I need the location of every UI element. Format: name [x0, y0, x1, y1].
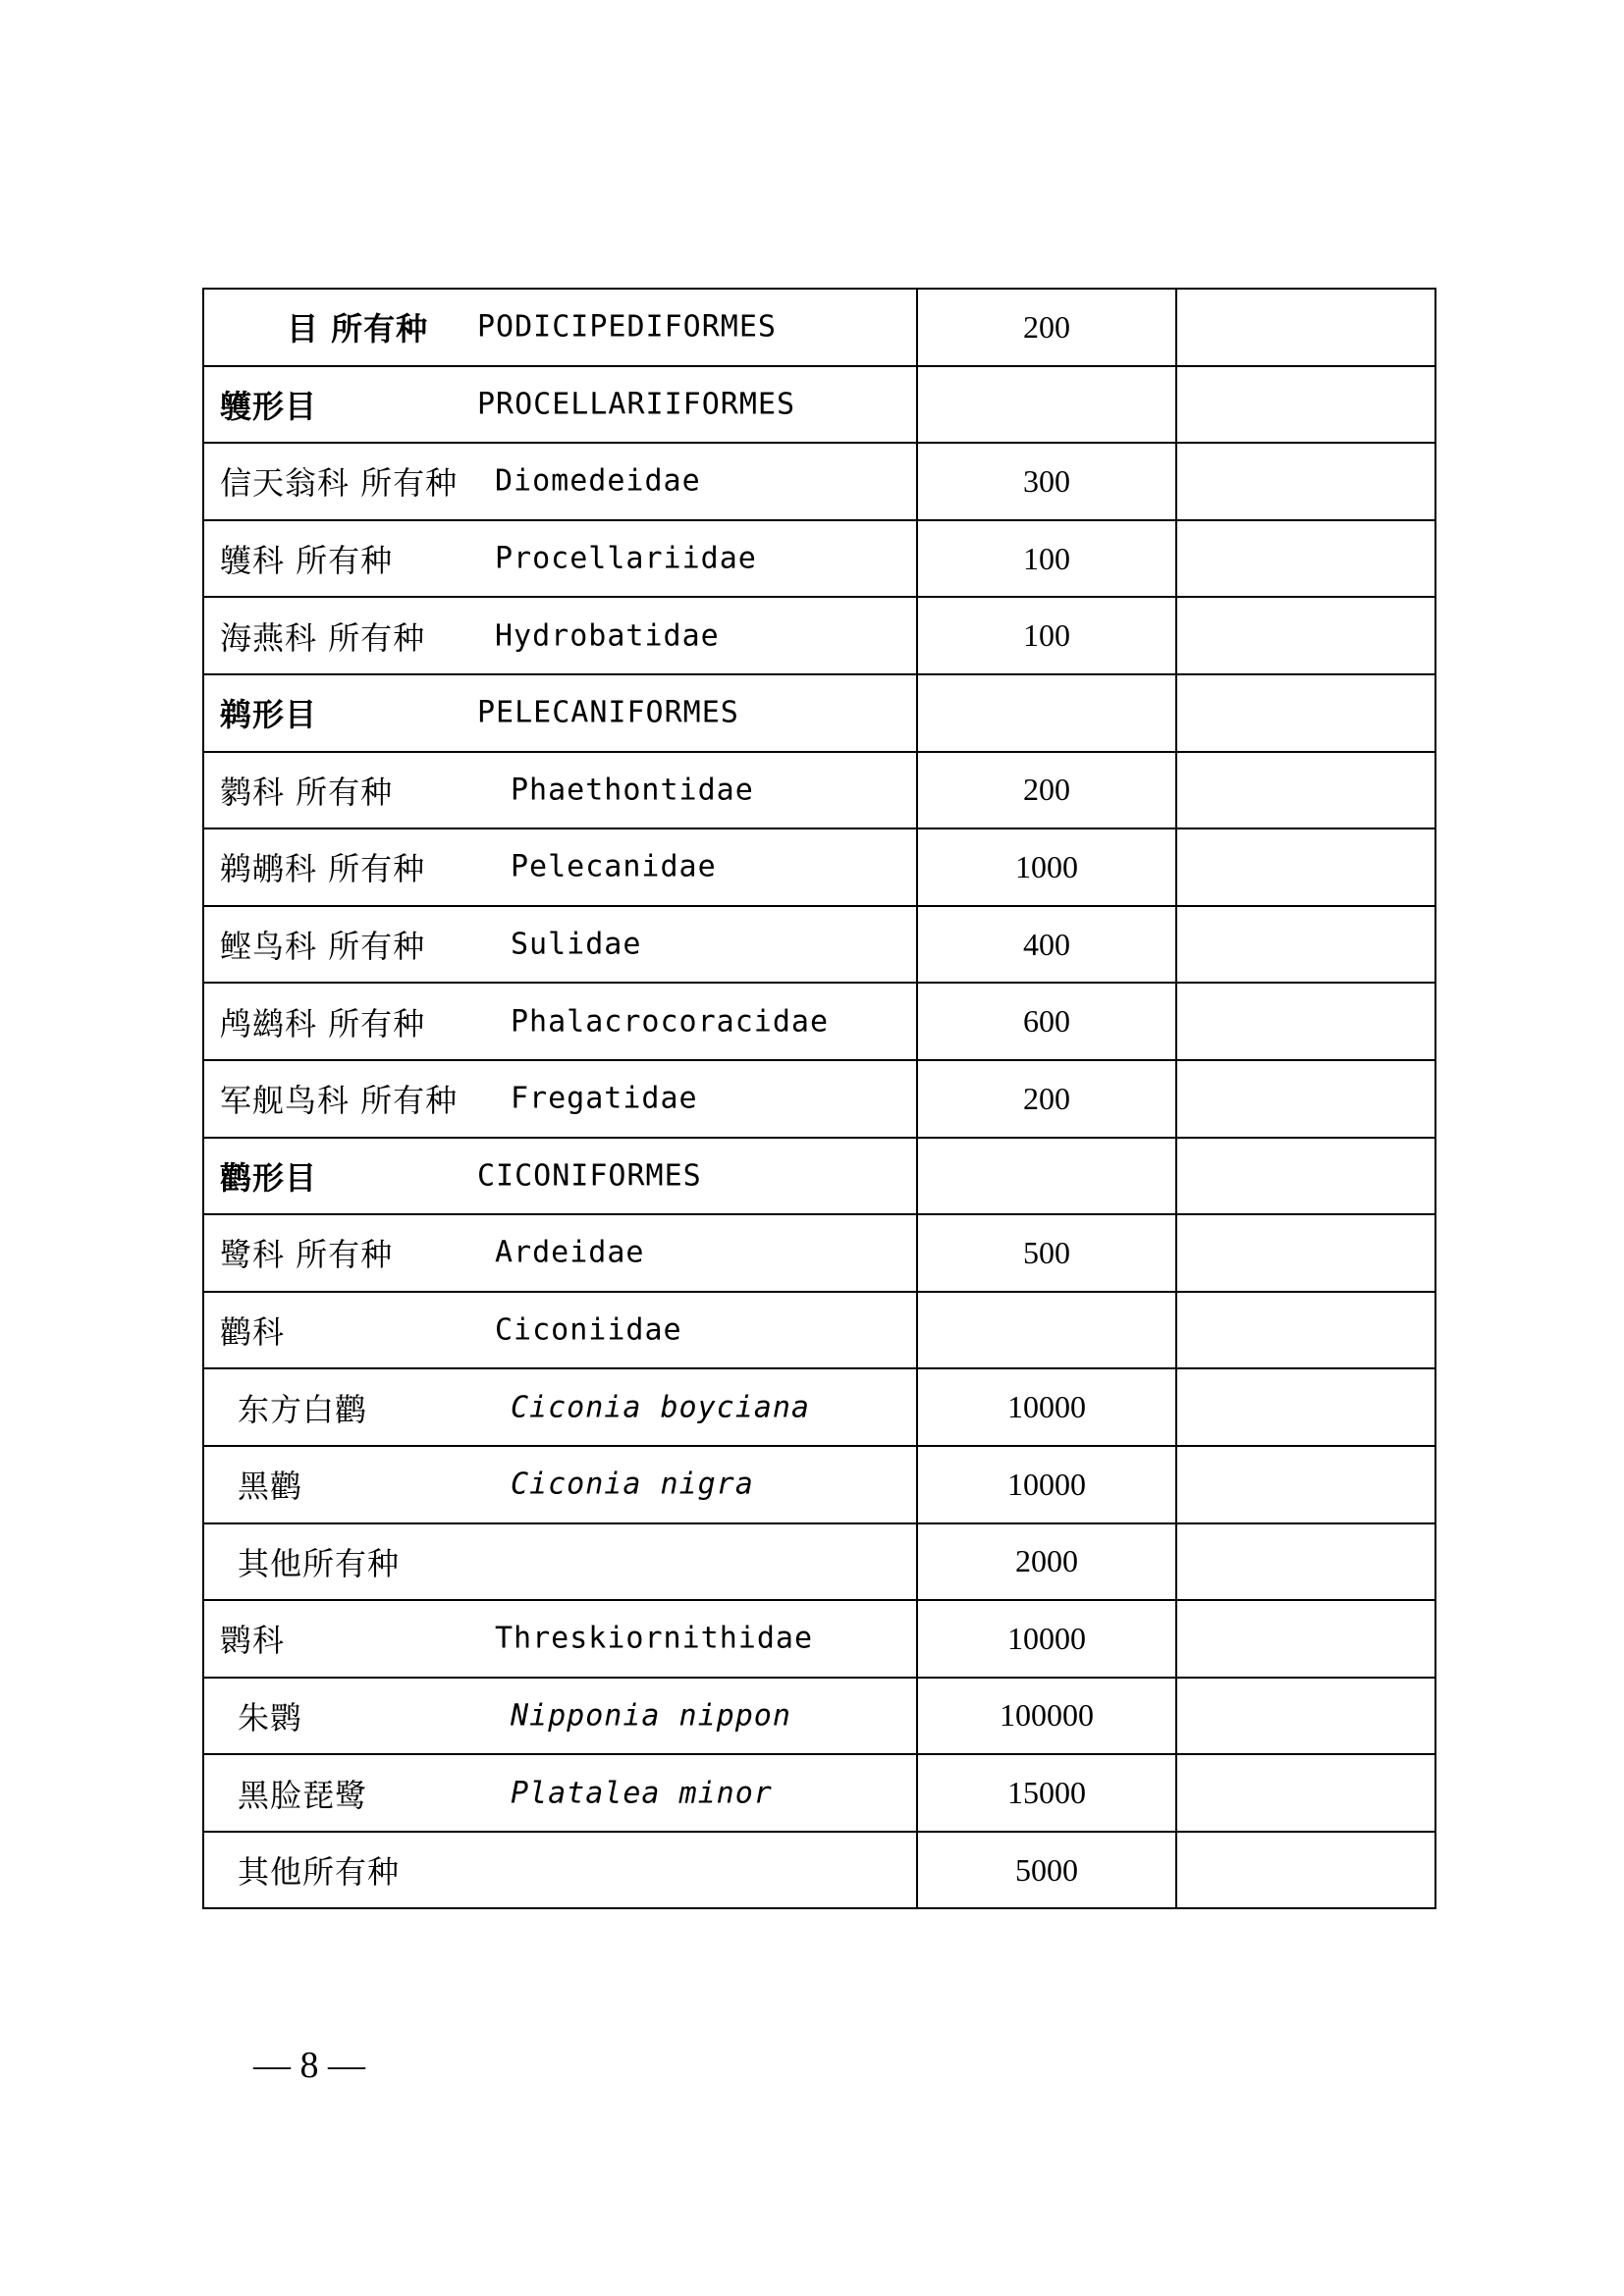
name-cell	[203, 752, 917, 829]
latin-name: Phalacrocoracidae	[511, 1004, 830, 1040]
chinese-name: 鸬鹚科 所有种	[220, 1004, 426, 1042]
name-cell	[203, 1832, 917, 1909]
value-cell: 10000	[917, 1600, 1176, 1678]
table-row	[203, 1832, 1435, 1909]
chinese-name: 目 所有种	[287, 310, 429, 348]
table-row	[203, 983, 1435, 1060]
note-cell	[1176, 1523, 1435, 1601]
latin-name: Pelecanidae	[511, 849, 717, 884]
value-cell	[917, 366, 1176, 444]
value-cell	[917, 674, 1176, 752]
species-value-table	[202, 288, 1436, 1909]
value-cell: 200	[917, 1060, 1176, 1138]
chinese-name: 黑脸琵鹭	[238, 1776, 368, 1814]
note-cell	[1176, 1754, 1435, 1832]
name-cell	[203, 1292, 917, 1369]
value-cell: 100	[917, 520, 1176, 598]
table-row	[203, 1060, 1435, 1138]
value-cell: 200	[917, 752, 1176, 829]
table-row	[203, 1368, 1435, 1446]
chinese-name: 鹈形目	[220, 696, 318, 734]
value-cell	[917, 1292, 1176, 1369]
note-cell	[1176, 520, 1435, 598]
latin-name: CICONIFORMES	[477, 1158, 702, 1194]
table-row	[203, 1600, 1435, 1678]
name-cell	[203, 1600, 917, 1678]
latin-name: PELECANIFORMES	[477, 695, 739, 730]
note-cell	[1176, 828, 1435, 906]
table-body	[203, 289, 1435, 1908]
name-cell	[203, 1678, 917, 1755]
latin-name: Fregatidae	[511, 1081, 698, 1116]
name-cell	[203, 674, 917, 752]
latin-name: Ardeidae	[495, 1235, 645, 1270]
note-cell	[1176, 366, 1435, 444]
value-cell: 10000	[917, 1368, 1176, 1446]
latin-name: Procellariidae	[495, 541, 757, 576]
latin-name: Hydrobatidae	[495, 618, 720, 654]
note-cell	[1176, 1214, 1435, 1292]
table-row	[203, 597, 1435, 674]
table-row	[203, 1138, 1435, 1215]
latin-name: Diomedeidae	[495, 463, 701, 499]
note-cell	[1176, 983, 1435, 1060]
latin-name: Threskiornithidae	[495, 1621, 814, 1656]
value-cell: 500	[917, 1214, 1176, 1292]
value-cell: 5000	[917, 1832, 1176, 1909]
table-row	[203, 906, 1435, 984]
value-cell: 100	[917, 597, 1176, 674]
table-row	[203, 828, 1435, 906]
note-cell	[1176, 1292, 1435, 1369]
chinese-name: 鹲科 所有种	[220, 773, 394, 811]
latin-name: Ciconia boyciana	[511, 1390, 810, 1425]
table-row	[203, 1523, 1435, 1601]
table-row	[203, 443, 1435, 520]
name-cell	[203, 1754, 917, 1832]
value-cell: 1000	[917, 828, 1176, 906]
name-cell	[203, 1523, 917, 1601]
table-row	[203, 289, 1435, 366]
note-cell	[1176, 1600, 1435, 1678]
value-cell	[917, 1138, 1176, 1215]
name-cell	[203, 289, 917, 366]
note-cell	[1176, 1060, 1435, 1138]
latin-name: PODICIPEDIFORMES	[477, 309, 777, 345]
value-cell: 200	[917, 289, 1176, 366]
note-cell	[1176, 289, 1435, 366]
table-row	[203, 674, 1435, 752]
latin-name: Phaethontidae	[511, 773, 754, 808]
latin-name: Platalea minor	[511, 1776, 773, 1811]
page-number: — 8 —	[253, 2045, 365, 2086]
name-cell	[203, 828, 917, 906]
note-cell	[1176, 1832, 1435, 1909]
table-row	[203, 1446, 1435, 1523]
note-cell	[1176, 597, 1435, 674]
table-row	[203, 1678, 1435, 1755]
chinese-name: 其他所有种	[238, 1544, 401, 1582]
chinese-name: 其他所有种	[238, 1853, 401, 1892]
latin-name: Nipponia nippon	[511, 1698, 791, 1734]
latin-name: Sulidae	[511, 927, 642, 962]
name-cell	[203, 597, 917, 674]
name-cell	[203, 366, 917, 444]
chinese-name: 军舰鸟科 所有种	[220, 1082, 459, 1120]
latin-name: PROCELLARIIFORMES	[477, 387, 796, 422]
note-cell	[1176, 1446, 1435, 1523]
value-cell: 600	[917, 983, 1176, 1060]
name-cell	[203, 1368, 917, 1446]
chinese-name: 东方白鹳	[238, 1390, 368, 1428]
name-cell	[203, 983, 917, 1060]
chinese-name: 鹮科	[220, 1622, 286, 1660]
table-row	[203, 1754, 1435, 1832]
chinese-name: 鲣鸟科 所有种	[220, 928, 426, 966]
note-cell	[1176, 752, 1435, 829]
name-cell	[203, 1060, 917, 1138]
chinese-name: 信天翁科 所有种	[220, 464, 459, 503]
table-row	[203, 520, 1435, 598]
chinese-name: 黑鹳	[238, 1468, 303, 1506]
value-cell: 100000	[917, 1678, 1176, 1755]
chinese-name: 海燕科 所有种	[220, 618, 426, 657]
note-cell	[1176, 1138, 1435, 1215]
note-cell	[1176, 674, 1435, 752]
note-cell	[1176, 906, 1435, 984]
chinese-name: 鹈鹕科 所有种	[220, 850, 426, 888]
table-row	[203, 752, 1435, 829]
chinese-name: 鹳形目	[220, 1158, 318, 1197]
chinese-name: 鹱科 所有种	[220, 542, 394, 580]
note-cell	[1176, 443, 1435, 520]
name-cell	[203, 1214, 917, 1292]
value-cell: 400	[917, 906, 1176, 984]
note-cell	[1176, 1368, 1435, 1446]
chinese-name: 鹳科	[220, 1313, 286, 1352]
name-cell	[203, 520, 917, 598]
table-row	[203, 1214, 1435, 1292]
value-cell: 300	[917, 443, 1176, 520]
table-row	[203, 1292, 1435, 1369]
value-cell: 2000	[917, 1523, 1176, 1601]
name-cell	[203, 906, 917, 984]
chinese-name: 朱鹮	[238, 1698, 303, 1736]
value-cell: 15000	[917, 1754, 1176, 1832]
latin-name: Ciconia nigra	[511, 1467, 754, 1502]
value-cell: 10000	[917, 1446, 1176, 1523]
table-row	[203, 366, 1435, 444]
note-cell	[1176, 1678, 1435, 1755]
name-cell	[203, 1446, 917, 1523]
latin-name: Ciconiidae	[495, 1312, 682, 1348]
name-cell	[203, 443, 917, 520]
name-cell	[203, 1138, 917, 1215]
chinese-name: 鹱形目	[220, 387, 318, 425]
chinese-name: 鹭科 所有种	[220, 1236, 394, 1274]
